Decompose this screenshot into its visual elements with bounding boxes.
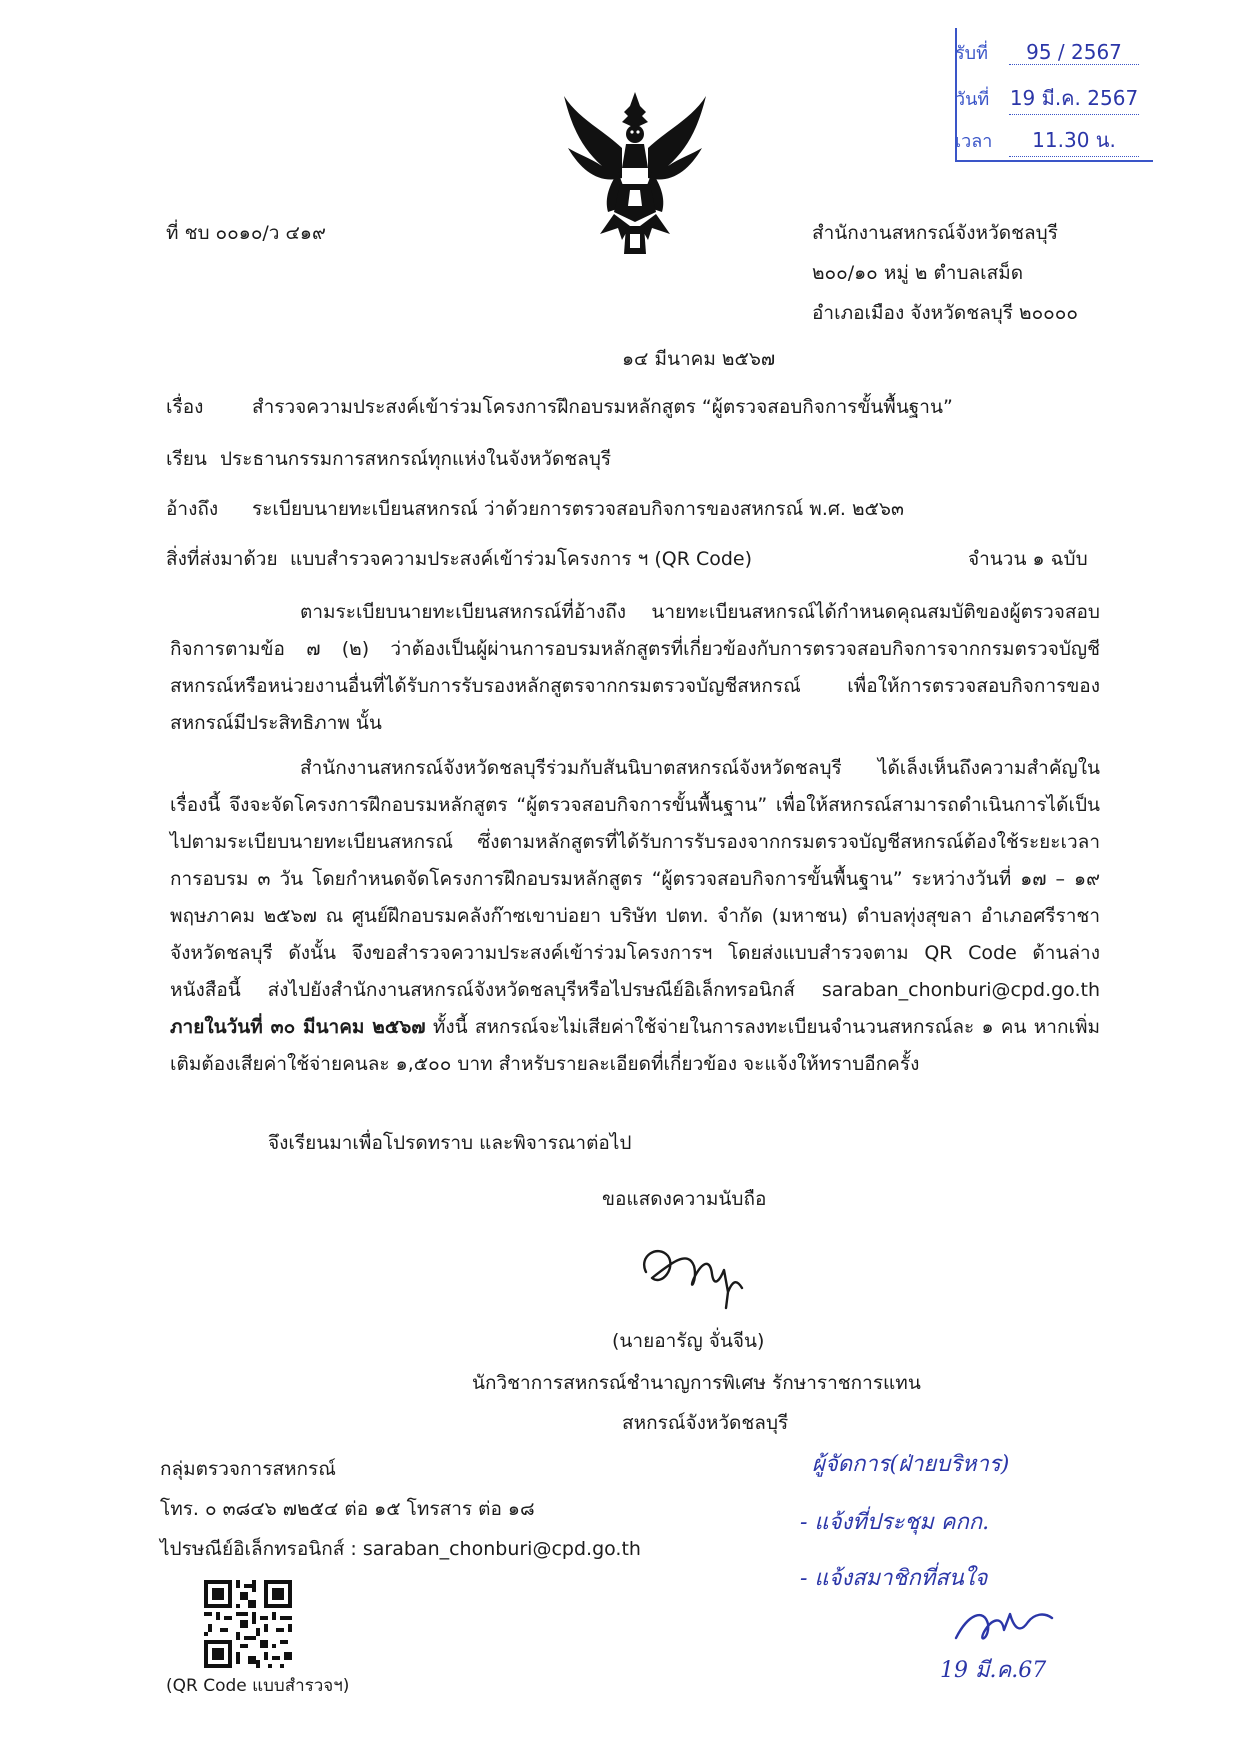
signatory-office: สหกรณ์จังหวัดชลบุรี	[622, 1412, 789, 1434]
body-paragraph-2-part2: ทั้งนี้ สหกรณ์จะไม่เสียค่าใช้จ่ายในการลงทะเบียนจำนวนสหกรณ์ละ ๑ คน หากเพิ่มเติมต้องเสียค่าใช้จ่ายคนละ ๑,๕๐๐ บาท สำหรับรายละเอียดที่เกี่ยวข้อง จะแจ้งให้ทราบอีกครั้ง	[170, 1016, 1100, 1075]
enclosure-text: แบบสำรวจความประสงค์เข้าร่วมโครงการ ฯ (QR Code)	[290, 548, 753, 570]
body-paragraph-1	[170, 594, 1100, 742]
receipt-number-row	[955, 38, 1139, 67]
handwritten-initials-icon	[948, 1594, 1068, 1654]
closing-request: จึงเรียนมาเพื่อโปรดทราบ และพิจารณาต่อไป	[268, 1132, 632, 1154]
body-paragraph-1-text: ตามระเบียบนายทะเบียนสหกรณ์ที่อ้างถึง นายทะเบียนสหกรณ์ได้กำหนดคุณสมบัติของผู้ตรวจสอบกิจการตามข้อ ๗ (๒) ว่าต้องเป็นผู้ผ่านการอบรมหลักสูตรที่เกี่ยวข้องกับการตรวจสอบกิจการจากกรมตรวจบัญชีสหกรณ์หรือหน่วยงานอื่นที่ได้รับการรับรองหลักสูตรจากกรมตรวจบัญชีสหกรณ์ เพื่อให้การตรวจสอบกิจการของสหกรณ์มีประสิทธิภาพ นั้น	[170, 601, 1100, 734]
signatory-position: นักวิชาการสหกรณ์ชำนาญการพิเศษ รักษาราชการแทน	[472, 1372, 921, 1394]
reference-label: อ้างถึง	[166, 498, 219, 520]
footer-phone: โทร. ๐ ๓๘๔๖ ๗๒๕๔ ต่อ ๑๕ โทรสาร ต่อ ๑๘	[160, 1498, 535, 1520]
organization-address-line2: อำเภอเมือง จังหวัดชลบุรี ๒๐๐๐๐	[812, 302, 1078, 324]
enclosure-quantity: จำนวน ๑ ฉบับ	[968, 548, 1088, 570]
handwritten-note-line2: - แจ้งที่ประชุม คกก.	[800, 1510, 990, 1535]
enclosure-label: สิ่งที่ส่งมาด้วย	[166, 548, 278, 570]
handwritten-note-line3: - แจ้งสมาชิกที่สนใจ	[800, 1566, 988, 1591]
footer-email: ไปรษณีย์อิเล็กทรอนิกส์ : saraban_chonburi@cpd.go.th	[160, 1538, 641, 1560]
receipt-date-value: 19 มี.ค. 2567	[1009, 82, 1139, 115]
signatory-name: (นายอารัญ จั่นจีน)	[612, 1330, 765, 1352]
signature-salutation: ขอแสดงความนับถือ	[602, 1188, 767, 1210]
receipt-date-row	[955, 82, 1139, 115]
organization-address-line1: ๒๐๐/๑๐ หมู่ ๒ ตำบลเสม็ด	[812, 262, 1024, 284]
subject-label: เรื่อง	[166, 396, 204, 418]
subject-text: สำรวจความประสงค์เข้าร่วมโครงการฝึกอบรมหลักสูตร “ผู้ตรวจสอบกิจการขั้นพื้นฐาน”	[252, 396, 953, 418]
garuda-emblem-icon	[560, 88, 710, 258]
receipt-date-label: วันที่	[955, 89, 990, 110]
recipient-text: ประธานกรรมการสหกรณ์ทุกแห่งในจังหวัดชลบุรี	[220, 448, 612, 470]
organization-name: สำนักงานสหกรณ์จังหวัดชลบุรี	[812, 222, 1058, 244]
reference-number: ที่ ชบ ๐๐๑๐/ว ๔๑๙	[166, 222, 326, 244]
body-paragraph-2-text	[170, 750, 1100, 1083]
reference-text: ระเบียบนายทะเบียนสหกรณ์ ว่าด้วยการตรวจสอบกิจการของสหกรณ์ พ.ศ. ๒๕๖๓	[252, 498, 904, 520]
response-deadline: ภายในวันที่ ๓๐ มีนาคม ๒๕๖๗	[170, 1016, 426, 1038]
receipt-time-label: เวลา	[955, 131, 993, 152]
receipt-time-value: 11.30 น.	[1009, 124, 1139, 157]
recipient-label: เรียน	[166, 448, 207, 470]
document-date: ๑๔ มีนาคม ๒๕๖๗	[622, 348, 776, 370]
body-paragraph-2-part1: สำนักงานสหกรณ์จังหวัดชลบุรีร่วมกับสันนิบาตสหกรณ์จังหวัดชลบุรี ได้เล็งเห็นถึงความสำคัญในเรื่องนี้ จึงจะจัดโครงการฝึกอบรมหลักสูตร “ผู้ตรวจสอบกิจการขั้นพื้นฐาน” เพื่อให้สหกรณ์สามารถดำเนินการได้เป็นไปตามระเบียบนายทะเบียนสหกรณ์ ซึ่งตามหลักสูตรที่ได้รับการรับรองจากกรมตรวจบัญชีสหกรณ์ต้องใช้ระยะเวลาการอบรม ๓ วัน โดยกำหนดจัดโครงการฝึกอบรมหลักสูตร “ผู้ตรวจสอบกิจการขั้นพื้นฐาน” ระหว่างวันที่ ๑๗ – ๑๙ พฤษภาคม ๒๕๖๗ ณ ศูนย์ฝึกอบรมคลังก๊าซเขาบ่อยา บริษัท ปตท. จำกัด (มหาชน) ตำบลทุ่งสุขลา อำเภอศรีราชา จังหวัดชลบุรี ดังนั้น จึงขอสำรวจความประสงค์เข้าร่วมโครงการฯ โดยส่งแบบสำรวจตาม QR Code ด้านล่างหนังสือนี้ ส่งไปยังสำนักงานสหกรณ์จังหวัดชลบุรีหรือไปรษณีย์อิเล็กทรอนิกส์ saraban_chonburi@cpd.go.th	[170, 757, 1100, 1001]
footer-department: กลุ่มตรวจการสหกรณ์	[160, 1458, 336, 1480]
receipt-time-row	[955, 124, 1139, 157]
handwritten-note-date: 19 มี.ค.67	[940, 1658, 1047, 1683]
receipt-number-value: 95 / 2567	[1009, 40, 1139, 65]
qr-code-icon	[204, 1580, 292, 1668]
qr-caption: (QR Code แบบสำรวจฯ)	[166, 1676, 350, 1696]
handwritten-signature-icon	[632, 1232, 772, 1312]
body-paragraph-2	[170, 750, 1100, 1083]
handwritten-note-line1: ผู้จัดการ(ฝ่ายบริหาร)	[812, 1452, 1010, 1477]
receipt-number-label: รับที่	[955, 43, 988, 64]
